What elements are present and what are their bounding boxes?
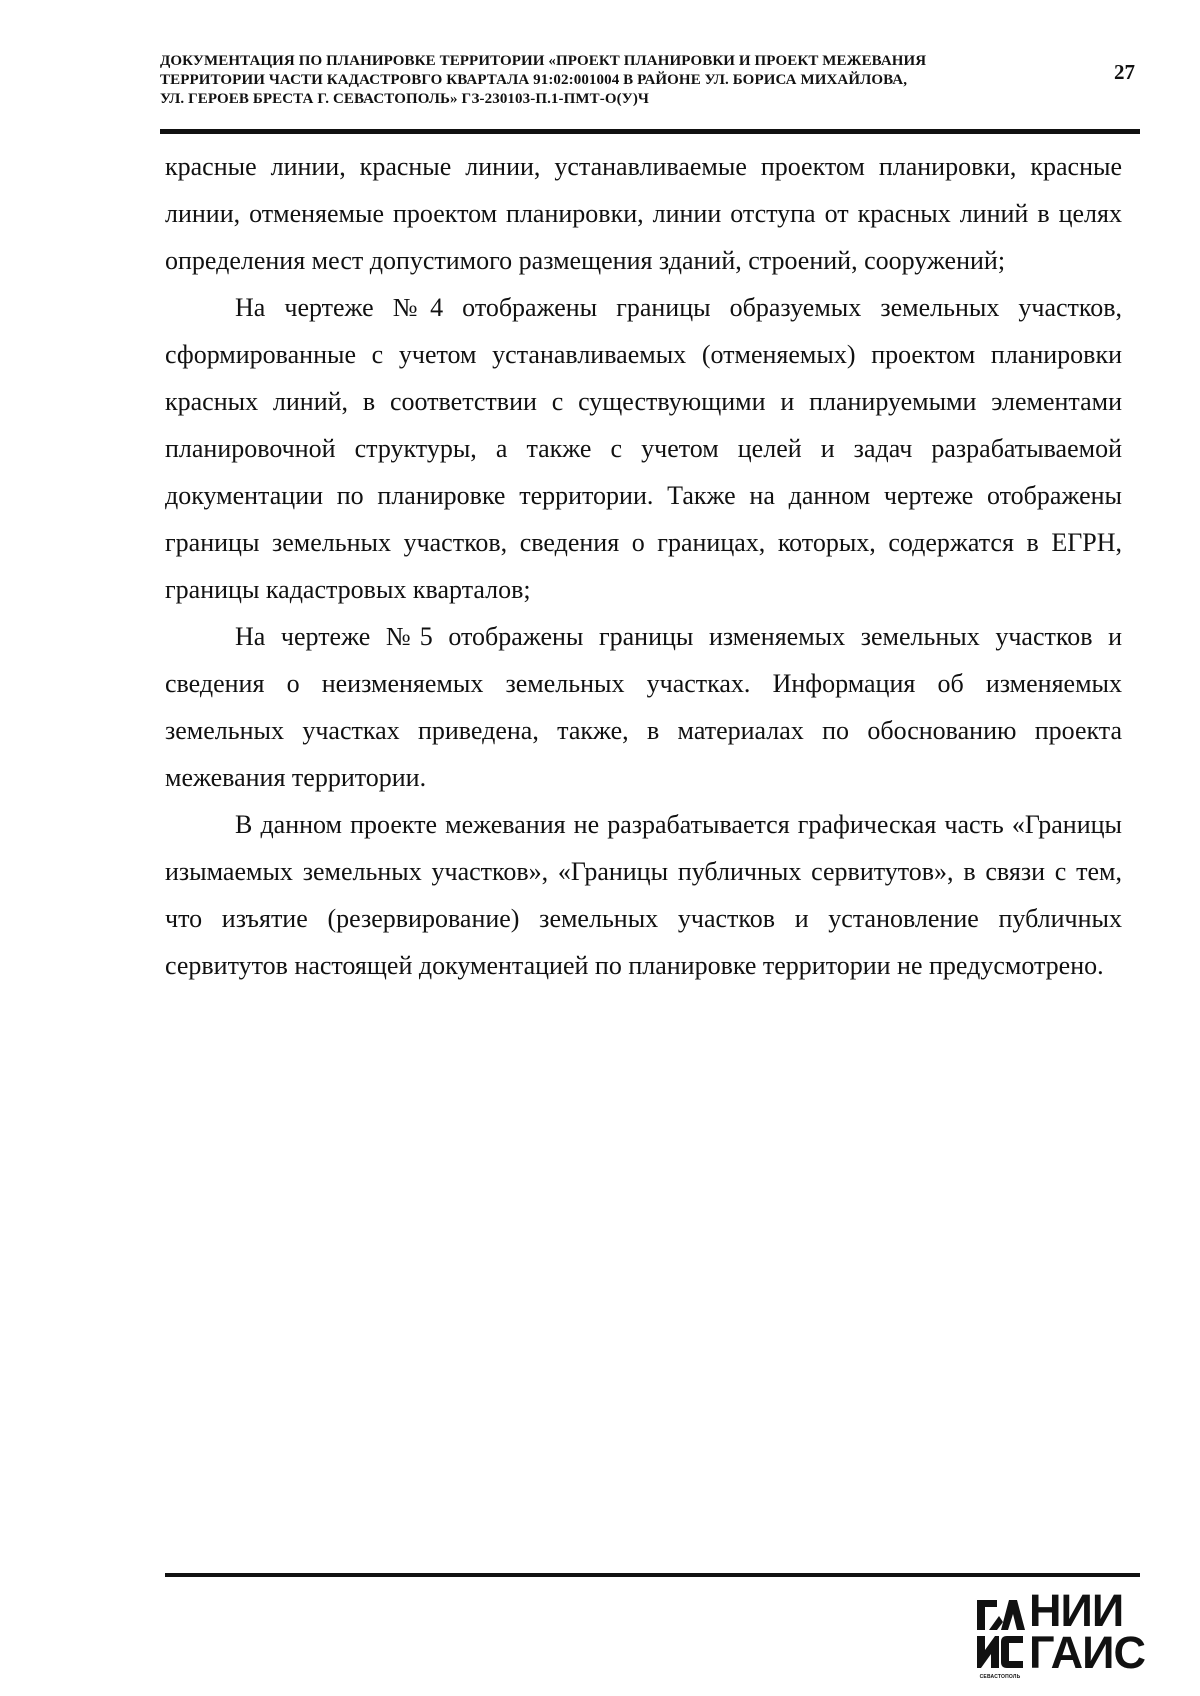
paragraph-drawing-5: На чертеже №5 отображены границы изменяемых земельных участков и сведения о неизменяемых земельных участках. Информация об изменяемых земельных участках приведена, также, в материалах по обоснованию проекта межевания территории. (165, 622, 1122, 792)
header-line-2: ТЕРРИТОРИИ ЧАСТИ КАДАСТРОВГО КВАРТАЛА 91:02:001004 В РАЙОНЕ УЛ. БОРИСА МИХАЙЛОВА, (160, 72, 908, 88)
paragraph-continuation: красные линии, красные линии, устанавливаемые проектом планировки, красные линии, отменяемые проектом планировки, линии отступа от красных линий в целях определения мест допустимого размещения зданий, строений, сооружений; (165, 152, 1122, 275)
header-line-3: УЛ. ГЕРОЕВ БРЕСТА Г. СЕВАСТОПОЛЬ» ГЗ-230103-П.1-ПМТ-О(У)Ч (160, 91, 650, 107)
logo-city-caption: СЕВАСТОПОЛЬ (979, 1674, 1021, 1680)
paragraph-no-graphic-part: В данном проекте межевания не разрабатывается графическая часть «Границы изымаемых земельных участков», «Границы публичных сервитутов», в связи с тем, что изъятие (резервирование) земельных участков и установление публичных сервитутов настоящей документацией по планировке территории не предусмотрено. (165, 810, 1122, 980)
logo-wordmark (1029, 1585, 1146, 1678)
logo-line-2: ГАИС (1029, 1627, 1146, 1678)
paragraph-drawing-4: На чертеже №4 отображены границы образуемых земельных участков, сформированные с учетом устанавливаемых (отменяемых) проектом планировки красных линий, в соответствии с существующими и планируемыми элементами планировочной структуры, а также с учетом целей и задач разрабатываемой документации по планировке территории. Также на данном чертеже отображены границы земельных участков, сведения о границах, которых, содержатся в ЕГРН, границы кадастровых кварталов; (165, 293, 1122, 604)
document-body (165, 143, 1122, 989)
gais-emblem-icon (975, 1596, 1025, 1672)
document-header (160, 52, 1030, 109)
nii-gais-logo (975, 1585, 1146, 1685)
logo-line-1: НИИ (1029, 1585, 1124, 1636)
footer-divider (165, 1573, 1140, 1577)
header-divider (160, 129, 1140, 134)
header-line-1: ДОКУМЕНТАЦИЯ ПО ПЛАНИРОВКЕ ТЕРРИТОРИИ «ПРОЕКТ ПЛАНИРОВКИ И ПРОЕКТ МЕЖЕВАНИЯ (160, 53, 927, 69)
page-number: 27 (1114, 60, 1135, 84)
